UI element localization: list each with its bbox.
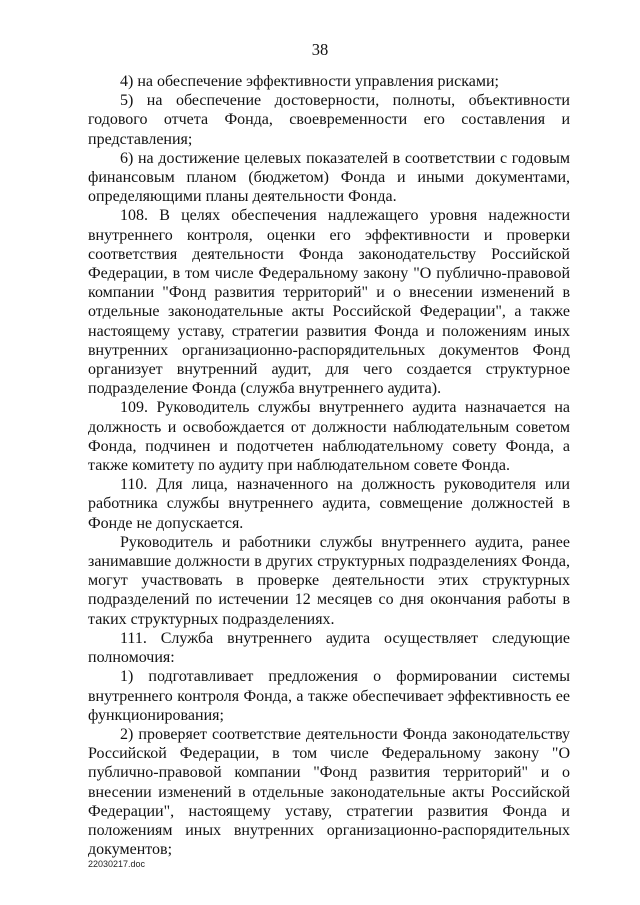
page-number: 38 <box>311 40 329 59</box>
paragraph-111: 111. Служба внутреннего аудита осуществляет следующие полномочия: <box>88 629 570 667</box>
paragraph-111-item-2: 2) проверяет соответствие деятельности Фонда законодательству Российской Федерации, в том числе Федеральному закону "О публично-правовой компании "Фонд развития территорий" и о внесении изменений в отдельные законодательные акты Российской Федерации", настоящему уставу, стратегии развития Фонда и положениям иных внутренних организационно-распорядительных документов; <box>88 725 570 859</box>
document-body <box>88 72 570 859</box>
paragraph-108: 108. В целях обеспечения надлежащего уровня надежности внутреннего контроля, оценки его эффективности и проверки соответствия деятельности Фонда законодательству Российской Федерации, в том числе Федеральному закону "О публично-правовой компании "Фонд развития территорий" и о внесении изменений в отдельные законодательные акты Российской Федерации", а также настоящему уставу, стратегии развития Фонда и положениям иных внутренних организационно-распорядительных документов Фонд организует внутренний аудит, для чего создается структурное подразделение Фонда (служба внутреннего аудита). <box>88 207 570 398</box>
paragraph-110-continued: Руководитель и работники службы внутреннего аудита, ранее занимавшие должности в других структурных подразделениях Фонда, могут участвовать в проверке деятельности этих структурных подразделений по истечении 12 месяцев со дня окончания работы в таких структурных подразделениях. <box>88 533 570 628</box>
paragraph-item-5: 5) на обеспечение достоверности, полноты, объективности годового отчета Фонда, своевременности его составления и представления; <box>88 92 570 148</box>
footer-filename: 22030217.doc <box>88 859 146 869</box>
paragraph-item-6: 6) на достижение целевых показателей в соответствии с годовым финансовым планом (бюджетом) Фонда и иными документами, определяющими планы деятельности Фонда. <box>88 149 570 206</box>
paragraph-109: 109. Руководитель службы внутреннего аудита назначается на должность и освобождается от должности наблюдательным советом Фонда, подчинен и подотчетен наблюдательному совету Фонда, а также комитету по аудиту при наблюдательном совете Фонда. <box>88 399 570 475</box>
paragraph-111-item-1: 1) подготавливает предложения о формировании системы внутреннего контроля Фонда, а также обеспечивает эффективность ее функционирования; <box>88 668 570 724</box>
paragraph-item-4: 4) на обеспечение эффективности управления рисками; <box>120 73 499 90</box>
paragraph-110: 110. Для лица, назначенного на должность руководителя или работника службы внутреннего аудита, совмещение должностей в Фонде не допускается. <box>88 476 570 532</box>
